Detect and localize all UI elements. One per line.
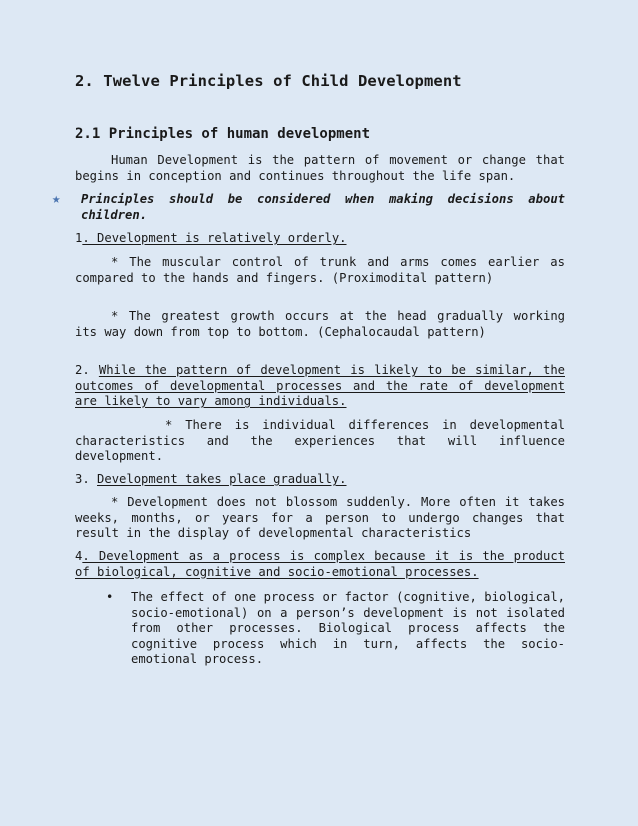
principle-3-title: Development takes place gradually. bbox=[97, 472, 347, 486]
principle-1-title: . Development is relatively orderly. bbox=[82, 231, 347, 245]
principle-4-bullet-1-text: The effect of one process or factor (cognitive, biological, socio-emotional) on a person’s development is not isolated from other processes. Biological process affects the cognitive process which in turn, affects the socio-emotional process. bbox=[131, 590, 565, 666]
principle-1-point-2 bbox=[75, 309, 565, 340]
intro-paragraph bbox=[75, 153, 565, 184]
principle-1-point-1 bbox=[75, 255, 565, 286]
principle-1-point-2-text: * The greatest growth occurs at the head gradually working its way down from top to bottom. (Cephalocaudal pattern) bbox=[75, 309, 565, 339]
section-heading: 2.1 Principles of human development bbox=[75, 126, 371, 142]
principle-2-point-1 bbox=[75, 418, 565, 465]
star-note bbox=[52, 191, 565, 223]
principle-3-point-1-text: * Development does not blossom suddenly. More often it takes weeks, months, or years for a person to undergo changes that result in the display of developmental characteristics bbox=[75, 495, 565, 540]
bullet-icon: • bbox=[106, 590, 114, 604]
principle-3-number: 3. bbox=[75, 472, 98, 486]
star-note-text: Principles should be considered when making decisions about children. bbox=[81, 192, 565, 222]
principle-4-heading bbox=[75, 549, 565, 580]
main-heading: 2. Twelve Principles of Child Development bbox=[75, 72, 462, 90]
principle-2-heading bbox=[75, 363, 565, 410]
principle-2-point-1-text: * There is individual differences in developmental characteristics and the experiences that will influence development. bbox=[75, 418, 565, 463]
principle-4-bullets bbox=[106, 590, 565, 668]
intro-text: Human Development is the pattern of movement or change that begins in conception and continues throughout the life span. bbox=[75, 153, 565, 183]
principle-1-number: 1 bbox=[75, 231, 83, 245]
principle-3-heading bbox=[75, 472, 565, 488]
principle-4-number: 4 bbox=[75, 549, 83, 563]
principle-1-point-1-text: * The muscular control of trunk and arms comes earlier as compared to the hands and fingers. (Proximodital pattern) bbox=[75, 255, 565, 285]
principle-2-title: While the pattern of development is likely to be similar, the outcomes of developmental processes and the rate of development are likely to vary among individuals. bbox=[75, 363, 565, 408]
star-icon: ★ bbox=[52, 191, 61, 207]
list-item bbox=[106, 590, 565, 668]
principle-3-point-1 bbox=[75, 495, 565, 542]
principle-4-title: . Development as a process is complex because it is the product of biological, cognitive and socio-emotional processes. bbox=[75, 549, 565, 579]
principle-1-heading bbox=[75, 231, 565, 247]
principle-2-number: 2. bbox=[75, 363, 99, 377]
